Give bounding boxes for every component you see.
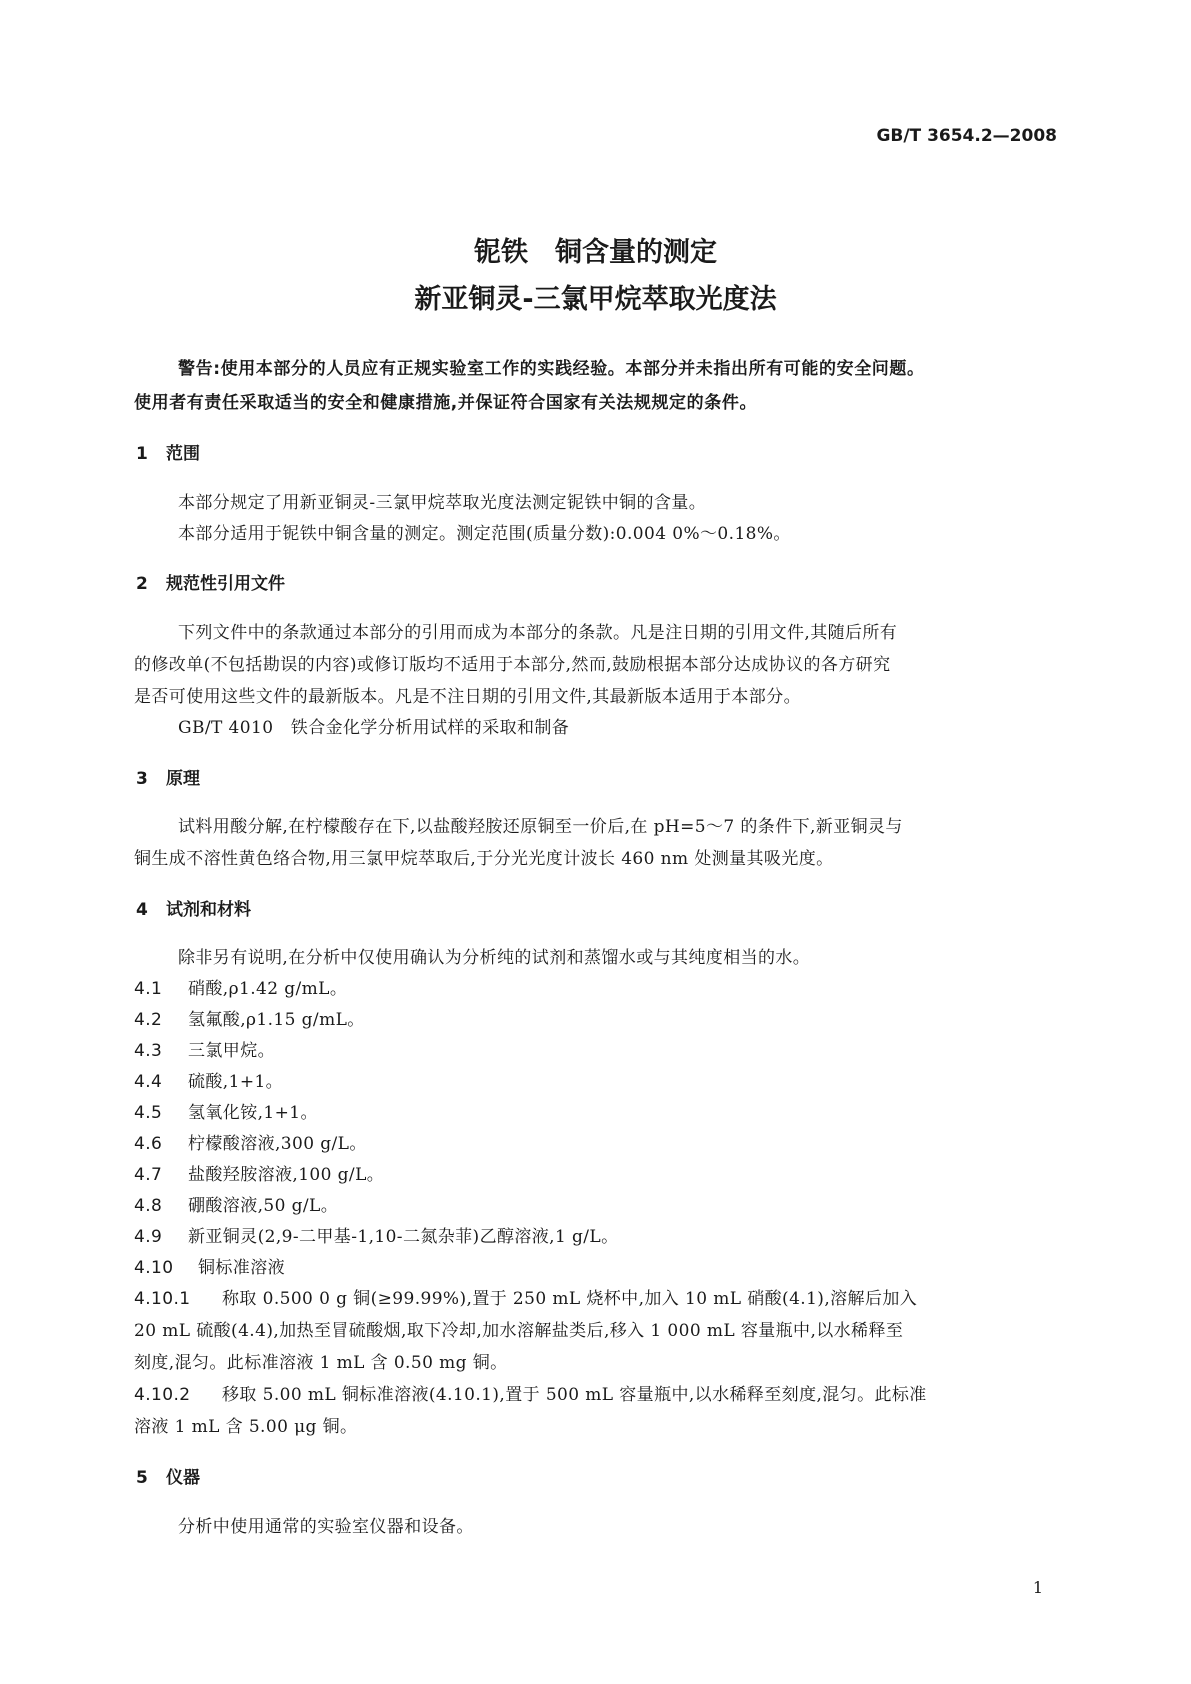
section-title: 规范性引用文件 — [166, 574, 285, 594]
section-5-heading — [136, 1463, 200, 1488]
list-item — [134, 1036, 275, 1061]
warning-line-1: 警告:使用本部分的人员应有正规实验室工作的实践经验。本部分并未指出所有可能的安全问题。 — [178, 359, 925, 379]
section-2-line-2: 的修改单(不包括勘误的内容)或修订版均不适用于本部分,然而,鼓励根据本部分达成协议的各方研究 — [134, 655, 891, 675]
section-4-heading — [136, 895, 251, 920]
list-item — [134, 1129, 367, 1154]
list-item — [134, 1005, 365, 1030]
section-3-heading — [136, 764, 200, 789]
warning-line-2: 使用者有责任采取适当的安全和健康措施,并保证符合国家有关法规规定的条件。 — [134, 393, 758, 413]
standard-number: GB/T 3654.2—2008 — [876, 126, 1057, 146]
item-text: 盐酸羟胺溶液,100 g/L。 — [188, 1165, 385, 1185]
item-text: 新亚铜灵(2,9-二甲基-1,10-二氮杂菲)乙醇溶液,1 g/L。 — [188, 1227, 619, 1247]
item-4-10-1-line-2: 20 mL 硫酸(4.4),加热至冒硫酸烟,取下冷却,加水溶解盐类后,移入 1 000 mL 容量瓶中,以水稀释至 — [134, 1321, 904, 1341]
item-text: 铜标准溶液 — [198, 1258, 285, 1278]
item-text: 硫酸,1+1。 — [188, 1072, 284, 1092]
section-5-paragraph-1: 分析中使用通常的实验室仪器和设备。 — [178, 1517, 474, 1537]
section-number: 2 — [136, 574, 148, 594]
section-1-paragraph-1: 本部分规定了用新亚铜灵-三氯甲烷萃取光度法测定铌铁中铜的含量。 — [178, 493, 707, 513]
item-number: 4.8 — [134, 1196, 163, 1216]
item-number: 4.6 — [134, 1134, 163, 1154]
item-number: 4.9 — [134, 1227, 163, 1247]
list-item — [134, 1160, 384, 1185]
section-number: 3 — [136, 769, 148, 789]
list-item — [134, 1191, 338, 1216]
section-number: 4 — [136, 900, 148, 920]
section-number: 1 — [136, 444, 148, 464]
section-4-intro: 除非另有说明,在分析中仅使用确认为分析纯的试剂和蒸馏水或与其纯度相当的水。 — [178, 948, 811, 968]
item-text: 氢氧化铵,1+1。 — [188, 1103, 318, 1123]
item-number: 4.10.1 — [134, 1289, 191, 1309]
item-4-10-2-line-2: 溶液 1 mL 含 5.00 μg 铜。 — [134, 1417, 358, 1437]
item-text: 移取 5.00 mL 铜标准溶液(4.10.1),置于 500 mL 容量瓶中,以水稀释至刻度,混匀。此标准 — [222, 1385, 927, 1405]
section-2-line-3: 是否可使用这些文件的最新版本。凡是不注日期的引用文件,其最新版本适用于本部分。 — [134, 687, 802, 707]
item-text: 氢氟酸,ρ1.15 g/mL。 — [188, 1010, 365, 1030]
title-line-1: 铌铁 铜含量的测定 — [474, 237, 717, 268]
list-item — [134, 1253, 285, 1278]
list-item — [134, 1222, 619, 1247]
title-line-2: 新亚铜灵-三氯甲烷萃取光度法 — [414, 284, 777, 315]
section-2-line-1: 下列文件中的条款通过本部分的引用而成为本部分的条款。凡是注日期的引用文件,其随后所有 — [178, 623, 898, 643]
section-title: 原理 — [166, 769, 200, 789]
item-number: 4.2 — [134, 1010, 163, 1030]
item-4-10-1-line-1 — [134, 1284, 917, 1309]
item-text: 硝酸,ρ1.42 g/mL。 — [188, 979, 348, 999]
item-number: 4.10.2 — [134, 1385, 191, 1405]
section-3-line-2: 铜生成不溶性黄色络合物,用三氯甲烷萃取后,于分光光度计波长 460 nm 处测量其吸光度。 — [134, 849, 834, 869]
section-3-line-1: 试料用酸分解,在柠檬酸存在下,以盐酸羟胺还原铜至一价后,在 pH=5～7 的条件下,新亚铜灵与 — [178, 817, 903, 837]
section-1-heading — [136, 439, 200, 464]
list-item — [134, 1098, 318, 1123]
list-item — [134, 974, 347, 999]
item-number: 4.4 — [134, 1072, 163, 1092]
section-title: 范围 — [166, 444, 200, 464]
item-number: 4.3 — [134, 1041, 163, 1061]
normative-reference: GB/T 4010 铁合金化学分析用试样的采取和制备 — [178, 718, 570, 738]
item-number: 4.5 — [134, 1103, 163, 1123]
section-1-paragraph-2: 本部分适用于铌铁中铜含量的测定。测定范围(质量分数):0.004 0%～0.18%。 — [178, 524, 791, 544]
list-item — [134, 1067, 283, 1092]
item-text: 三氯甲烷。 — [188, 1041, 275, 1061]
item-text: 硼酸溶液,50 g/L。 — [188, 1196, 339, 1216]
section-title: 试剂和材料 — [166, 900, 251, 920]
section-title: 仪器 — [166, 1468, 200, 1488]
page-number: 1 — [1032, 1578, 1043, 1597]
item-number: 4.10 — [134, 1258, 174, 1278]
section-number: 5 — [136, 1468, 148, 1488]
section-2-heading — [136, 569, 285, 594]
item-text: 称取 0.500 0 g 铜(≥99.99%),置于 250 mL 烧杯中,加入 10 mL 硝酸(4.1),溶解后加入 — [222, 1289, 918, 1309]
item-number: 4.1 — [134, 979, 163, 999]
item-text: 柠檬酸溶液,300 g/L。 — [188, 1134, 367, 1154]
item-4-10-1-line-3: 刻度,混匀。此标准溶液 1 mL 含 0.50 mg 铜。 — [134, 1353, 508, 1373]
item-number: 4.7 — [134, 1165, 163, 1185]
item-4-10-2-line-1 — [134, 1380, 927, 1405]
